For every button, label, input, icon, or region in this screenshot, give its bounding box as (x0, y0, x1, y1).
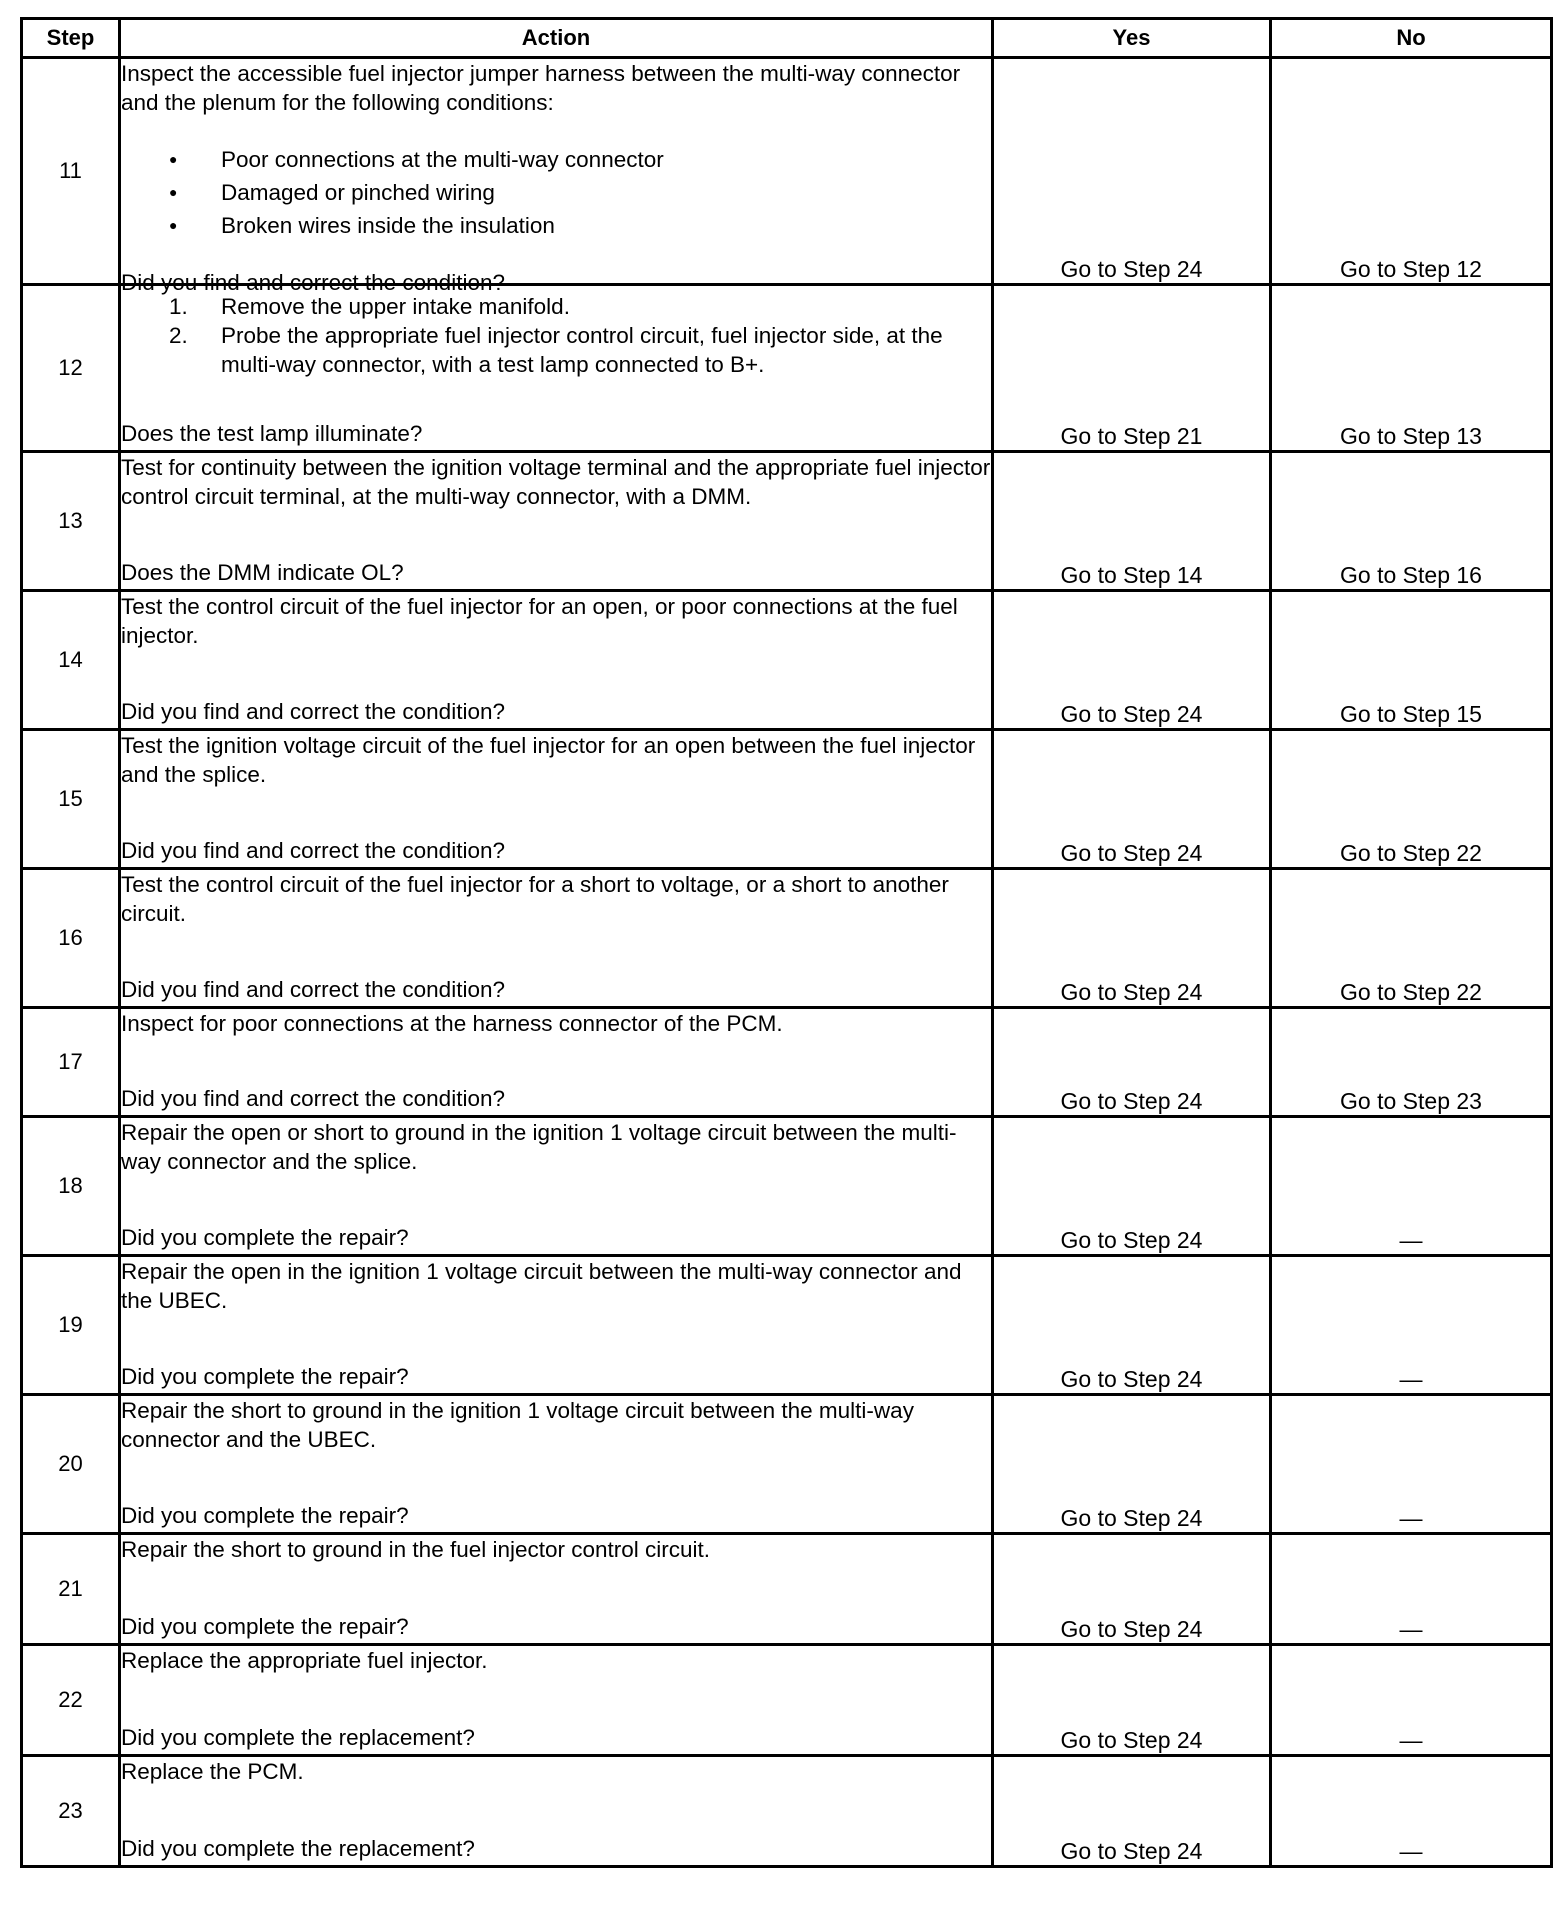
table-row (22, 869, 1552, 1008)
table-row (22, 591, 1552, 730)
action-question: Did you complete the replacement? (121, 1836, 475, 1861)
action-text: Replace the PCM. (121, 1759, 304, 1784)
diagnostic-table-sheet (20, 17, 1550, 1868)
no-result: Go to Step 15 (1271, 591, 1552, 730)
step-number: 18 (22, 1117, 120, 1256)
item-text: Remove the upper intake manifold. (221, 294, 570, 319)
step-number: 21 (22, 1534, 120, 1645)
action-cell (120, 285, 993, 452)
action-text: Test the control circuit of the fuel injector for a short to voltage, or a short to another circuit. (121, 872, 949, 926)
action-question: Did you find and correct the condition? (121, 1086, 505, 1111)
no-result: — (1271, 1117, 1552, 1256)
action-text: Repair the open or short to ground in the ignition 1 voltage circuit between the multi-way connector and the splice. (121, 1120, 957, 1174)
list-item (121, 321, 991, 379)
action-question: Did you complete the repair? (121, 1364, 409, 1389)
no-result: — (1271, 1395, 1552, 1534)
action-question: Does the test lamp illuminate? (121, 421, 423, 446)
header-action: Action (120, 19, 993, 58)
action-cell (120, 730, 993, 869)
no-result: Go to Step 22 (1271, 869, 1552, 1008)
action-text: Inspect for poor connections at the harness connector of the PCM. (121, 1011, 783, 1036)
step-number: 13 (22, 452, 120, 591)
step-number: 17 (22, 1008, 120, 1117)
table-row (22, 1395, 1552, 1534)
yes-result: Go to Step 24 (993, 1008, 1271, 1117)
action-cell (120, 1645, 993, 1756)
step-number: 15 (22, 730, 120, 869)
yes-result: Go to Step 24 (993, 1117, 1271, 1256)
yes-result: Go to Step 24 (993, 1645, 1271, 1756)
action-question: Did you complete the repair? (121, 1614, 409, 1639)
step-number: 22 (22, 1645, 120, 1756)
list-item: ● Poor connections at the multi-way connector (121, 143, 991, 176)
step-number: 20 (22, 1395, 120, 1534)
action-cell (120, 1008, 993, 1117)
action-cell (120, 1534, 993, 1645)
yes-result: Go to Step 24 (993, 1756, 1271, 1867)
no-result: Go to Step 12 (1271, 58, 1552, 285)
header-step: Step (22, 19, 120, 58)
no-result: Go to Step 23 (1271, 1008, 1552, 1117)
action-question: Does the DMM indicate OL? (121, 560, 404, 585)
item-number: 2. (169, 323, 188, 348)
yes-result: Go to Step 24 (993, 869, 1271, 1008)
action-text: Replace the appropriate fuel injector. (121, 1648, 488, 1673)
no-result: — (1271, 1534, 1552, 1645)
action-text: Repair the short to ground in the ignition 1 voltage circuit between the multi-way connector and the UBEC. (121, 1398, 914, 1452)
yes-result: Go to Step 24 (993, 1534, 1271, 1645)
action-question: Did you complete the repair? (121, 1225, 409, 1250)
no-result: Go to Step 22 (1271, 730, 1552, 869)
no-result: — (1271, 1756, 1552, 1867)
step-number: 14 (22, 591, 120, 730)
yes-result: Go to Step 24 (993, 591, 1271, 730)
action-cell (120, 1256, 993, 1395)
header-row (22, 19, 1552, 58)
action-text: Inspect the accessible fuel injector jumper harness between the multi-way connector and the plenum for the following conditions: (121, 61, 961, 115)
table-row (22, 1256, 1552, 1395)
table-row (22, 452, 1552, 591)
yes-result: Go to Step 24 (993, 58, 1271, 285)
action-cell (120, 452, 993, 591)
yes-result: Go to Step 24 (993, 1395, 1271, 1534)
action-cell (120, 1756, 993, 1867)
action-text: Repair the short to ground in the fuel injector control circuit. (121, 1537, 711, 1562)
list-item (121, 292, 991, 321)
table-row (22, 58, 1552, 285)
table-row (22, 730, 1552, 869)
table-row (22, 1756, 1552, 1867)
table-row (22, 1534, 1552, 1645)
table-row (22, 1645, 1552, 1756)
diagnostic-table (20, 17, 1553, 1868)
no-result: Go to Step 13 (1271, 285, 1552, 452)
action-text: Test for continuity between the ignition voltage terminal and the appropriate fuel injector control circuit terminal, at the multi-way connector, with a DMM. (121, 455, 991, 509)
table-row (22, 285, 1552, 452)
header-no: No (1271, 19, 1552, 58)
item-number: 1. (169, 294, 188, 319)
step-number: 23 (22, 1756, 120, 1867)
action-question: Did you complete the replacement? (121, 1725, 475, 1750)
header-yes: Yes (993, 19, 1271, 58)
no-result: Go to Step 16 (1271, 452, 1552, 591)
no-result: — (1271, 1256, 1552, 1395)
action-question: Did you find and correct the condition? (121, 838, 505, 863)
yes-result: Go to Step 24 (993, 730, 1271, 869)
step-number: 11 (22, 58, 120, 285)
yes-result: Go to Step 24 (993, 1256, 1271, 1395)
procedure-list (121, 292, 991, 379)
action-cell (120, 591, 993, 730)
action-text: Test the ignition voltage circuit of the fuel injector for an open between the fuel injector and the splice. (121, 733, 976, 787)
action-question: Did you find and correct the condition? (121, 270, 505, 295)
action-text: Repair the open in the ignition 1 voltage circuit between the multi-way connector and the UBEC. (121, 1259, 962, 1313)
table-row (22, 1008, 1552, 1117)
action-cell (120, 1117, 993, 1256)
yes-result: Go to Step 14 (993, 452, 1271, 591)
action-cell (120, 869, 993, 1008)
action-cell (120, 58, 993, 295)
step-number: 16 (22, 869, 120, 1008)
yes-result: Go to Step 21 (993, 285, 1271, 452)
table-row (22, 1117, 1552, 1256)
condition-list (121, 143, 991, 242)
list-item: ● Broken wires inside the insulation (121, 209, 991, 242)
no-result: — (1271, 1645, 1552, 1756)
action-text: Test the control circuit of the fuel injector for an open, or poor connections at the fuel injector. (121, 594, 958, 648)
action-question: Did you find and correct the condition? (121, 977, 505, 1002)
action-cell (120, 1395, 993, 1534)
step-number: 12 (22, 285, 120, 452)
step-number: 19 (22, 1256, 120, 1395)
action-question: Did you find and correct the condition? (121, 699, 505, 724)
item-text: Probe the appropriate fuel injector control circuit, fuel injector side, at the multi-way connector, with a test lamp connected to B+. (221, 323, 943, 377)
list-item: ● Damaged or pinched wiring (121, 176, 991, 209)
action-question: Did you complete the repair? (121, 1503, 409, 1528)
